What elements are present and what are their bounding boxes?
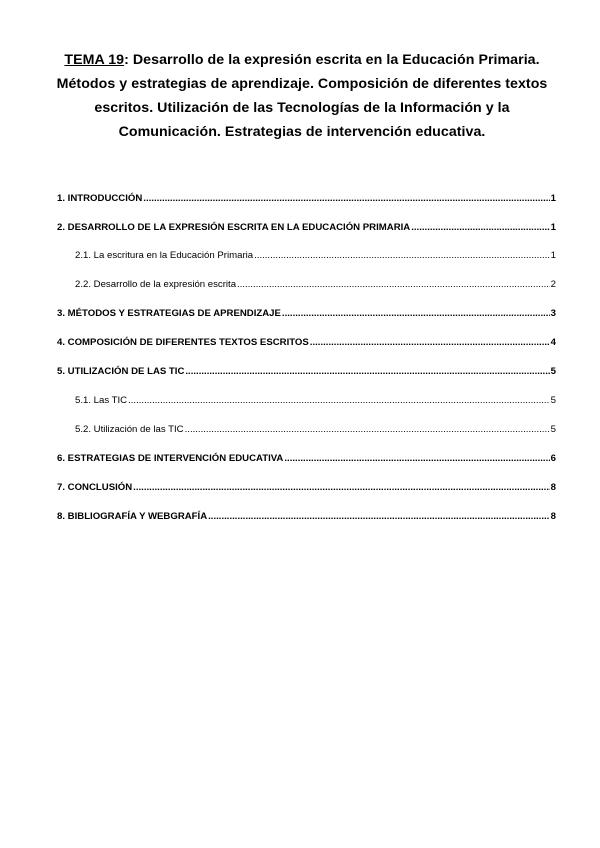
toc-entry-label: 5. UTILIZACIÓN DE LAS TIC <box>57 366 185 377</box>
toc-entry-label: 2.1. La escritura en la Educación Primaria <box>75 250 254 261</box>
toc-entry-label: 4. COMPOSICIÓN DE DIFERENTES TEXTOS ESCRITOS <box>57 337 309 348</box>
toc-page-number: 8 <box>550 482 556 493</box>
toc-entry-label: 5.1. Las TIC <box>75 395 128 406</box>
toc-page-number: 1 <box>550 250 556 261</box>
toc-dot-leader <box>254 250 550 261</box>
toc-entry[interactable] <box>57 482 556 493</box>
toc-entry-label: 2.2. Desarrollo de la expresión escrita <box>75 279 237 290</box>
toc-entry[interactable] <box>75 279 556 290</box>
toc-dot-leader <box>133 482 549 493</box>
toc-page-number: 4 <box>550 337 556 348</box>
toc-entry-label: 2. DESARROLLO DE LA EXPRESIÓN ESCRITA EN LA EDUCACIÓN PRIMARIA <box>57 222 411 233</box>
toc-page-number: 5 <box>550 424 556 435</box>
toc-dot-leader <box>411 222 549 233</box>
toc-entry[interactable] <box>57 453 556 464</box>
document-title <box>52 48 552 144</box>
toc-page-number: 1 <box>550 222 556 233</box>
toc-entry[interactable] <box>57 308 556 319</box>
toc-entry-label: 6. ESTRATEGIAS DE INTERVENCIÓN EDUCATIVA <box>57 453 284 464</box>
toc-page-number: 5 <box>550 395 556 406</box>
toc-page-number: 8 <box>550 511 556 522</box>
toc-page-number: 3 <box>550 308 556 319</box>
toc-entry[interactable] <box>75 424 556 435</box>
toc-dot-leader <box>128 395 550 406</box>
toc-dot-leader <box>284 453 549 464</box>
toc-entry-label: 8. BIBLIOGRAFÍA Y WEBGRAFÍA <box>57 511 208 522</box>
toc-entry-label: 1. INTRODUCCIÓN <box>57 193 143 204</box>
toc-entry[interactable] <box>57 366 556 377</box>
toc-page-number: 6 <box>550 453 556 464</box>
toc-entry[interactable] <box>57 222 556 233</box>
toc-dot-leader <box>185 366 549 377</box>
topic-number: TEMA 19 <box>64 52 125 68</box>
toc-dot-leader <box>185 424 550 435</box>
toc-entry[interactable] <box>57 193 556 204</box>
toc-entry[interactable] <box>57 337 556 348</box>
topic-description: : Desarrollo de la expresión escrita en la Educación Primaria. Métodos y estrategias de aprendizaje. Composición de diferentes textos escritos. Utilización de las Tecnologías de la Información y la Comunicación. Estrategias de intervención educativa. <box>56 52 548 140</box>
toc-page-number: 1 <box>550 193 556 204</box>
toc-entry[interactable] <box>75 395 556 406</box>
toc-entry[interactable] <box>75 250 556 261</box>
toc-entry[interactable] <box>57 511 556 522</box>
toc-page-number: 5 <box>550 366 556 377</box>
toc-dot-leader <box>282 308 550 319</box>
toc-entry-label: 5.2. Utilización de las TIC <box>75 424 184 435</box>
toc-dot-leader <box>143 193 549 204</box>
toc-dot-leader <box>208 511 550 522</box>
toc-entry-label: 3. MÉTODOS Y ESTRATEGIAS DE APRENDIZAJE <box>57 308 281 319</box>
toc-page-number: 2 <box>550 279 556 290</box>
toc-entry-label: 7. CONCLUSIÓN <box>57 482 133 493</box>
toc-dot-leader <box>237 279 550 290</box>
toc-dot-leader <box>310 337 550 348</box>
